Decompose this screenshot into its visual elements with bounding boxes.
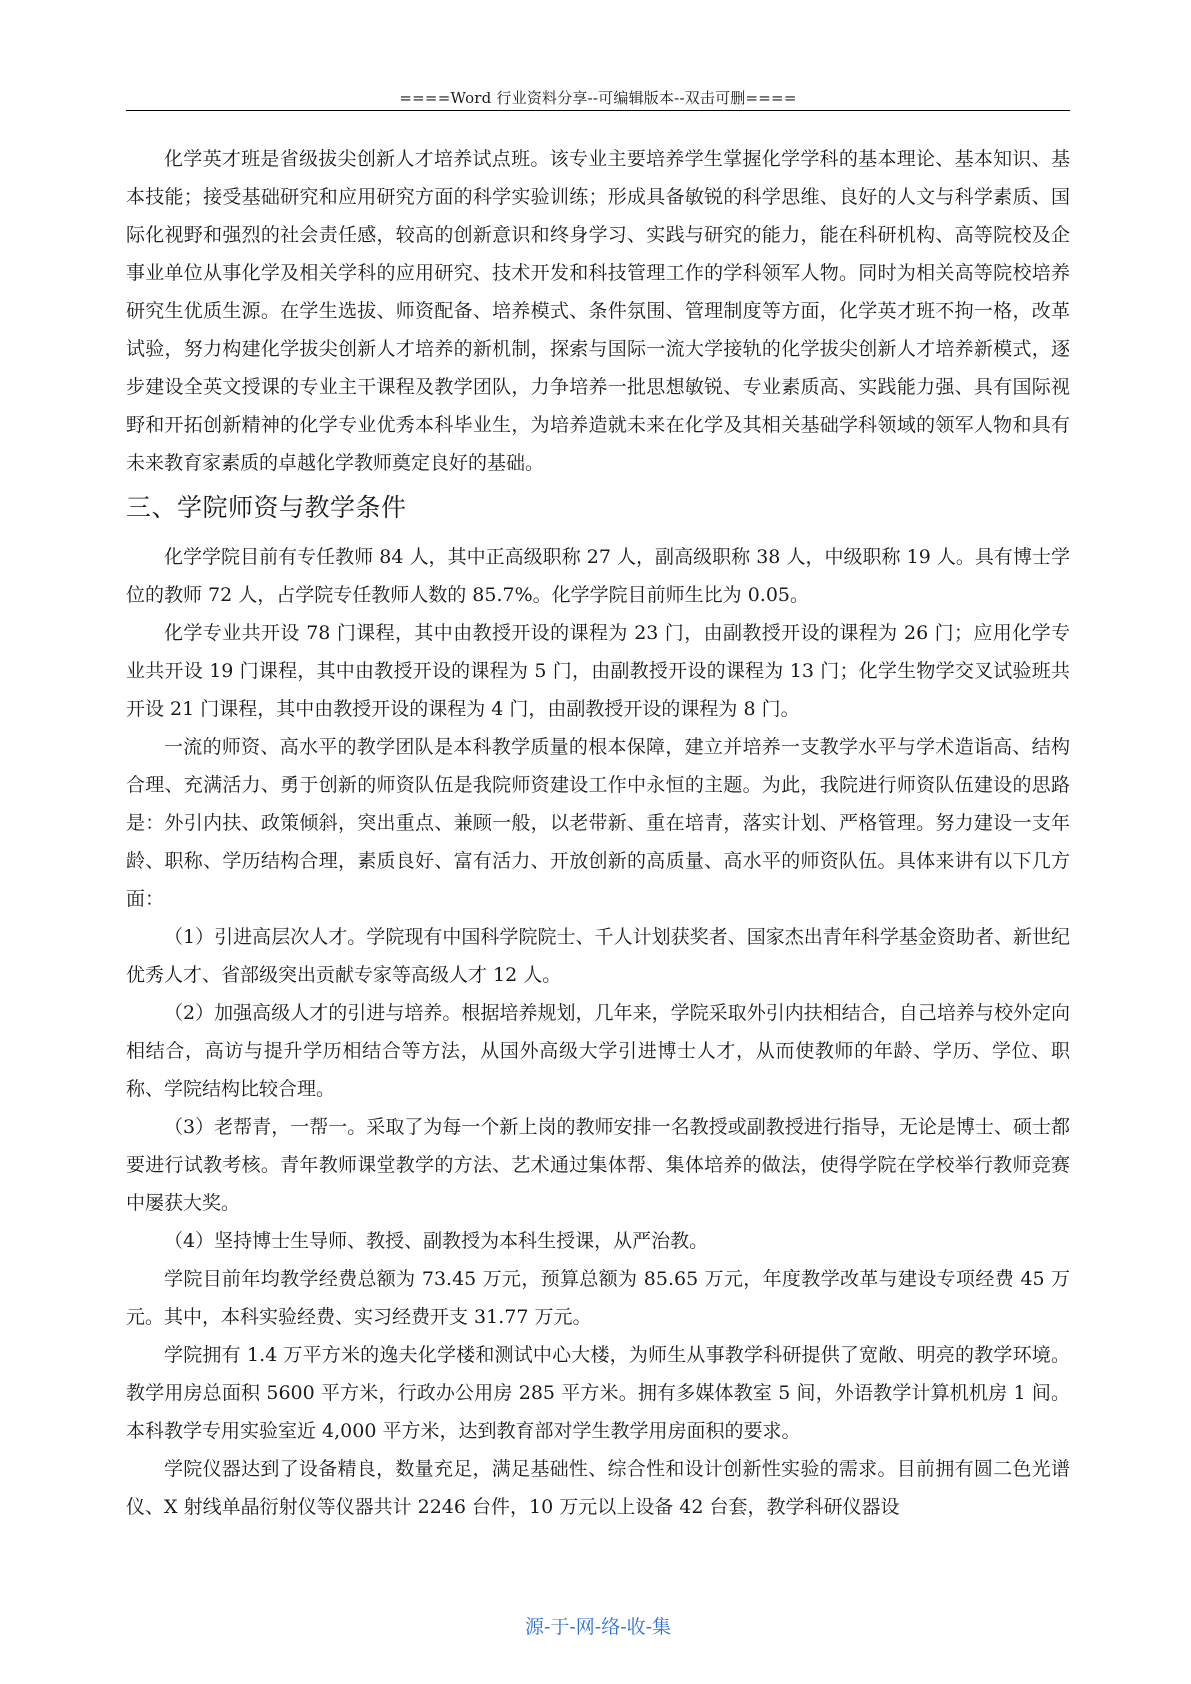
list-item-paragraph: （3）老帮青，一帮一。采取了为每一个新上岗的教师安排一名教授或副教授进行指导，无论是博士、硕士都要进行试教考核。青年教师课堂教学的方法、艺术通过集体帮、集体培养的做法，使得学院在学校举行教师竞赛中屡获大奖。 <box>126 1116 1070 1214</box>
document-body <box>126 140 1070 1526</box>
header-divider <box>126 110 1070 111</box>
body-paragraph: 学院仪器达到了设备精良，数量充足，满足基础性、综合性和设计创新性实验的需求。目前拥有圆二色光谱仪、X 射线单晶衍射仪等仪器共计 2246 台件，10 万元以上设备 42 台套，教学科研仪器设 <box>126 1458 1070 1518</box>
section-heading: 三、学院师资与教学条件 <box>126 493 407 522</box>
body-paragraph: 一流的师资、高水平的教学团队是本科教学质量的根本保障，建立并培养一支教学水平与学术造诣高、结构合理、充满活力、勇于创新的师资队伍是我院师资建设工作中永恒的主题。为此，我院进行师资队伍建设的思路是：外引内扶、政策倾斜，突出重点、兼顾一般，以老带新、重在培青，落实计划、严格管理。努力建设一支年龄、职称、学历结构合理，素质良好、富有活力、开放创新的高质量、高水平的师资队伍。具体来讲有以下几方面： <box>126 736 1070 910</box>
page-footer: 源-于-网-络-收-集 <box>524 1616 672 1638</box>
body-paragraph: 化学学院目前有专任教师 84 人，其中正高级职称 27 人，副高级职称 38 人，中级职称 19 人。具有博士学位的教师 72 人，占学院专任教师人数的 85.7%。化学学院目前师生比为 0.05。 <box>126 546 1070 606</box>
body-paragraph: 学院拥有 1.4 万平方米的逸夫化学楼和测试中心大楼，为师生从事教学科研提供了宽敞、明亮的教学环境。教学用房总面积 5600 平方米，行政办公用房 285 平方米。拥有多媒体教室 5 间，外语教学计算机机房 1 间。本科教学专用实验室近 4,000 平方米，达到教育部对学生教学用房面积的要求。 <box>126 1344 1070 1442</box>
body-paragraph: 学院目前年均教学经费总额为 73.45 万元，预算总额为 85.65 万元，年度教学改革与建设专项经费 45 万元。其中，本科实验经费、实习经费开支 31.77 万元。 <box>126 1268 1070 1328</box>
list-item-paragraph: （1）引进高层次人才。学院现有中国科学院院士、千人计划获奖者、国家杰出青年科学基金资助者、新世纪优秀人才、省部级突出贡献专家等高级人才 12 人。 <box>126 926 1070 986</box>
list-item-paragraph: （4）坚持博士生导师、教授、副教授为本科生授课，从严治教。 <box>164 1230 709 1252</box>
list-item-paragraph: （2）加强高级人才的引进与培养。根据培养规划，几年来，学院采取外引内扶相结合，自己培养与校外定向相结合，高访与提升学历相结合等方法，从国外高级大学引进博士人才，从而使教师的年龄、学历、学位、职称、学院结构比较合理。 <box>126 1002 1070 1100</box>
page-header: ====Word 行业资料分享--可编辑版本--双击可删==== <box>399 89 797 107</box>
body-paragraph: 化学英才班是省级拔尖创新人才培养试点班。该专业主要培养学生掌握化学学科的基本理论、基本知识、基本技能；接受基础研究和应用研究方面的科学实验训练；形成具备敏锐的科学思维、良好的人文与科学素质、国际化视野和强烈的社会责任感，较高的创新意识和终身学习、实践与研究的能力，能在科研机构、高等院校及企事业单位从事化学及相关学科的应用研究、技术开发和科技管理工作的学科领军人物。同时为相关高等院校培养研究生优质生源。在学生选拔、师资配备、培养模式、条件氛围、管理制度等方面，化学英才班不拘一格，改革试验，努力构建化学拔尖创新人才培养的新机制，探索与国际一流大学接轨的化学拔尖创新人才培养新模式，逐步建设全英文授课的专业主干课程及教学团队，力争培养一批思想敏锐、专业素质高、实践能力强、具有国际视野和开拓创新精神的化学专业优秀本科毕业生，为培养造就未来在化学及其相关基础学科领域的领军人物和具有未来教育家素质的卓越化学教师奠定良好的基础。 <box>126 148 1070 474</box>
body-paragraph: 化学专业共开设 78 门课程，其中由教授开设的课程为 23 门，由副教授开设的课程为 26 门；应用化学专业共开设 19 门课程，其中由教授开设的课程为 5 门，由副教授开设的课程为 13 门；化学生物学交叉试验班共开设 21 门课程，其中由教授开设的课程为 4 门，由副教授开设的课程为 8 门。 <box>126 622 1070 720</box>
